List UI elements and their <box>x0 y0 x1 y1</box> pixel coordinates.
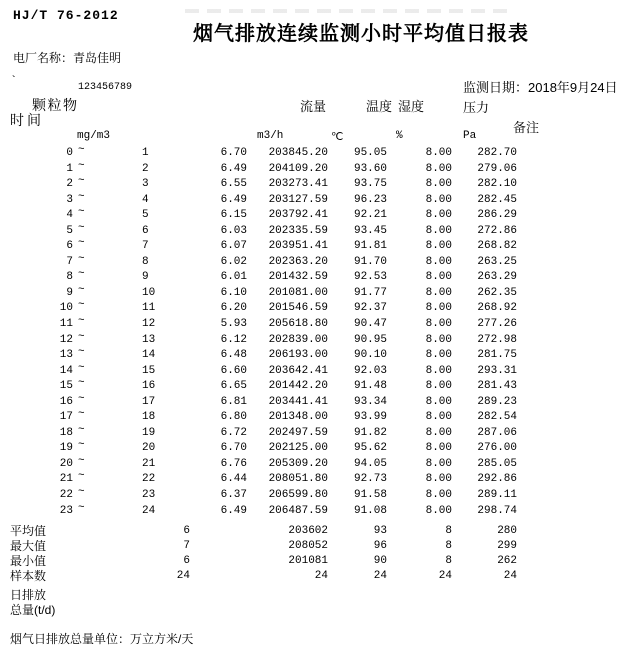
flow-cell: 202125.00 <box>268 442 328 455</box>
unit-pressure: Pa <box>463 130 477 142</box>
hour-start-cell: 8 <box>66 271 73 284</box>
humidity-cell: 8.00 <box>425 286 452 299</box>
summary-row <box>0 539 618 554</box>
humidity-cell: 8.00 <box>425 240 452 253</box>
tilde-separator: ~ <box>78 221 85 234</box>
particulate-cell: 6.01 <box>220 271 247 284</box>
column-header-humidity: 湿度 <box>398 99 425 114</box>
tilde-separator: ~ <box>78 190 85 203</box>
report-title: 烟气排放连续监测小时平均值日报表 <box>193 23 529 45</box>
hour-end-cell: 6 <box>142 224 149 237</box>
summary-row-label: 平均值 <box>10 524 47 538</box>
particulate-cell: 6.07 <box>220 240 247 253</box>
unit-particulate: mg/m3 <box>77 130 111 142</box>
pressure-cell: 286.29 <box>477 209 517 222</box>
table-row <box>0 221 618 240</box>
humidity-cell: 8.00 <box>425 395 452 408</box>
summary-flow-cell: 203602 <box>288 525 328 537</box>
standard-number: HJ/T 76-2012 <box>13 8 119 23</box>
column-header-remark: 备注 <box>513 120 540 135</box>
hour-end-cell: 12 <box>142 318 156 331</box>
flow-cell: 205618.80 <box>268 318 328 331</box>
hour-end-cell: 13 <box>142 333 156 346</box>
particulate-cell: 6.03 <box>220 224 247 237</box>
temperature-cell: 90.10 <box>353 349 387 362</box>
particulate-cell: 6.12 <box>220 333 247 346</box>
table-row <box>0 190 618 209</box>
tilde-separator: ~ <box>78 206 85 219</box>
summary-temperature-cell: 90 <box>373 555 387 567</box>
particulate-cell: 6.48 <box>220 349 247 362</box>
footer-note: 烟气日排放总量单位：万立方米/天 <box>10 632 194 646</box>
pressure-cell: 272.86 <box>477 224 517 237</box>
data-rows <box>0 146 618 519</box>
particulate-cell: 6.60 <box>220 364 247 377</box>
hour-start-cell: 4 <box>66 209 73 222</box>
hour-end-cell: 2 <box>142 162 149 175</box>
table-row <box>0 301 618 317</box>
table-row <box>0 159 618 178</box>
hour-end-cell: 23 <box>142 489 156 502</box>
hour-end-cell: 15 <box>142 364 156 377</box>
summary-row <box>0 569 618 584</box>
temperature-cell: 95.62 <box>353 442 387 455</box>
tilde-separator: ~ <box>78 361 85 374</box>
pressure-cell: 287.06 <box>477 426 517 439</box>
summary-pressure-cell: 280 <box>497 525 517 537</box>
summary-row <box>0 524 618 539</box>
table-row <box>0 177 618 193</box>
hour-end-cell: 10 <box>142 286 156 299</box>
table-row <box>0 441 618 457</box>
hour-end-cell: 16 <box>142 380 156 393</box>
hour-start-cell: 21 <box>59 473 73 486</box>
summary-row <box>0 554 618 569</box>
unit-temperature: ℃ <box>331 132 344 144</box>
humidity-cell: 8.00 <box>425 380 452 393</box>
tilde-separator: ~ <box>78 486 85 499</box>
humidity-cell: 8.00 <box>425 489 452 502</box>
hour-start-cell: 15 <box>59 380 73 393</box>
temperature-cell: 92.73 <box>353 473 387 486</box>
hour-start-cell: 3 <box>66 193 73 206</box>
summary-humidity-cell: 8 <box>445 555 452 567</box>
temperature-cell: 91.08 <box>353 504 387 517</box>
humidity-cell: 8.00 <box>425 364 452 377</box>
particulate-cell: 6.70 <box>220 147 247 159</box>
temperature-cell: 91.48 <box>353 380 387 393</box>
hour-start-cell: 23 <box>59 504 73 517</box>
pressure-cell: 268.82 <box>477 240 517 253</box>
temperature-cell: 92.03 <box>353 364 387 377</box>
table-row <box>0 348 618 364</box>
monitor-date-value: 2018年9月24日 <box>528 80 618 95</box>
table-row <box>0 270 618 286</box>
table-row <box>0 410 618 426</box>
tilde-separator: ~ <box>78 377 85 390</box>
hour-end-cell: 18 <box>142 411 156 424</box>
hour-end-cell: 1 <box>142 147 149 159</box>
hour-start-cell: 22 <box>59 489 73 502</box>
pressure-cell: 262.35 <box>477 286 517 299</box>
particulate-cell: 6.02 <box>220 255 247 268</box>
temperature-cell: 92.21 <box>353 209 387 222</box>
particulate-cell: 6.49 <box>220 193 247 206</box>
flow-cell: 203845.20 <box>268 147 328 159</box>
particulate-cell: 6.72 <box>220 426 247 439</box>
tilde-separator: ~ <box>78 283 85 296</box>
pressure-cell: 279.06 <box>477 162 517 175</box>
summary-flow-cell: 208052 <box>288 540 328 552</box>
tilde-separator: ~ <box>78 299 85 312</box>
humidity-cell: 8.00 <box>425 162 452 175</box>
flow-cell: 203642.41 <box>268 364 328 377</box>
hour-end-cell: 19 <box>142 426 156 439</box>
temperature-cell: 95.05 <box>353 147 387 159</box>
hour-start-cell: 17 <box>59 411 73 424</box>
humidity-cell: 8.00 <box>425 193 452 206</box>
summary-row-label: 最小值 <box>10 554 47 568</box>
column-header-time: 时间 <box>10 112 44 128</box>
tilde-separator: ~ <box>78 501 85 514</box>
humidity-cell: 8.00 <box>425 426 452 439</box>
table-row <box>0 488 618 504</box>
temperature-cell: 91.58 <box>353 489 387 502</box>
pressure-cell: 282.54 <box>477 411 517 424</box>
humidity-cell: 8.00 <box>425 224 452 237</box>
particulate-cell: 6.55 <box>220 178 247 191</box>
tick-mark: ` <box>10 74 18 88</box>
summary-humidity-cell: 24 <box>438 570 452 582</box>
flow-cell: 203273.41 <box>268 178 328 191</box>
serial-number: 123456789 <box>78 82 133 93</box>
pressure-cell: 276.00 <box>477 442 517 455</box>
pressure-cell: 298.74 <box>477 504 517 517</box>
flow-cell: 202363.20 <box>268 255 328 268</box>
pressure-cell: 292.86 <box>477 473 517 486</box>
particulate-cell: 6.80 <box>220 411 247 424</box>
summary-temperature-cell: 96 <box>373 540 387 552</box>
flow-cell: 203441.41 <box>268 395 328 408</box>
summary-row-label: 样本数 <box>10 569 47 583</box>
tilde-separator: ~ <box>78 470 85 483</box>
hour-end-cell: 5 <box>142 209 149 222</box>
tilde-separator: ~ <box>78 454 85 467</box>
flow-cell: 203792.41 <box>268 209 328 222</box>
hour-start-cell: 11 <box>59 318 73 331</box>
temperature-cell: 93.34 <box>353 395 387 408</box>
hour-start-cell: 2 <box>66 178 73 191</box>
hour-end-cell: 24 <box>142 504 156 517</box>
pressure-cell: 281.43 <box>477 380 517 393</box>
hour-end-cell: 3 <box>142 178 149 191</box>
summary-pressure-cell: 262 <box>497 555 517 567</box>
humidity-cell: 8.00 <box>425 504 452 517</box>
temperature-cell: 93.75 <box>353 178 387 191</box>
humidity-cell: 8.00 <box>425 178 452 191</box>
summary-particulate-cell: 6 <box>183 525 190 537</box>
table-row <box>0 392 618 411</box>
temperature-cell: 96.23 <box>353 193 387 206</box>
humidity-cell: 8.00 <box>425 349 452 362</box>
table-row <box>0 252 618 271</box>
hour-end-cell: 21 <box>142 457 156 470</box>
particulate-cell: 5.93 <box>220 318 247 331</box>
hour-start-cell: 9 <box>66 286 73 299</box>
pressure-cell: 263.29 <box>477 271 517 284</box>
unit-humidity: % <box>396 130 403 142</box>
summary-particulate-cell: 6 <box>183 555 190 567</box>
hour-end-cell: 20 <box>142 442 156 455</box>
temperature-cell: 94.05 <box>353 457 387 470</box>
tilde-separator: ~ <box>78 330 85 343</box>
daily-emission-label-line1: 日排放 <box>10 588 47 602</box>
particulate-cell: 6.81 <box>220 395 247 408</box>
particulate-cell: 6.44 <box>220 473 247 486</box>
particulate-cell: 6.37 <box>220 489 247 502</box>
particulate-cell: 6.20 <box>220 302 247 315</box>
particulate-cell: 6.49 <box>220 504 247 517</box>
hour-end-cell: 11 <box>142 302 156 315</box>
flow-cell: 205309.20 <box>268 457 328 470</box>
table-row <box>0 330 618 349</box>
pressure-cell: 285.05 <box>477 457 517 470</box>
tilde-separator: ~ <box>78 315 85 328</box>
humidity-cell: 8.00 <box>425 442 452 455</box>
pressure-cell: 268.92 <box>477 302 517 315</box>
temperature-cell: 91.77 <box>353 286 387 299</box>
pressure-cell: 277.26 <box>477 318 517 331</box>
hour-end-cell: 22 <box>142 473 156 486</box>
pressure-cell: 282.70 <box>477 147 517 159</box>
humidity-cell: 8.00 <box>425 302 452 315</box>
temperature-cell: 93.99 <box>353 411 387 424</box>
monitor-date <box>463 77 618 96</box>
particulate-cell: 6.10 <box>220 286 247 299</box>
hour-end-cell: 9 <box>142 271 149 284</box>
pressure-cell: 293.31 <box>477 364 517 377</box>
flow-cell: 202839.00 <box>268 333 328 346</box>
hour-start-cell: 20 <box>59 457 73 470</box>
temperature-cell: 93.45 <box>353 224 387 237</box>
particulate-cell: 6.15 <box>220 209 247 222</box>
humidity-cell: 8.00 <box>425 147 452 159</box>
temperature-cell: 92.53 <box>353 271 387 284</box>
flow-cell: 208051.80 <box>268 473 328 486</box>
humidity-cell: 8.00 <box>425 209 452 222</box>
tilde-separator: ~ <box>78 268 85 281</box>
humidity-cell: 8.00 <box>425 411 452 424</box>
table-row <box>0 423 618 442</box>
monitor-date-label: 监测日期： <box>463 80 529 95</box>
humidity-cell: 8.00 <box>425 457 452 470</box>
temperature-cell: 91.70 <box>353 255 387 268</box>
hour-start-cell: 12 <box>59 333 73 346</box>
flow-cell: 203127.59 <box>268 193 328 206</box>
column-header-temperature: 温度 <box>366 99 393 114</box>
column-header-flow: 流量 <box>300 99 327 114</box>
summary-pressure-cell: 24 <box>503 570 517 582</box>
flow-cell: 206193.00 <box>268 349 328 362</box>
pressure-cell: 289.23 <box>477 395 517 408</box>
flow-cell: 203951.41 <box>268 240 328 253</box>
flow-cell: 201546.59 <box>268 302 328 315</box>
flow-cell: 201432.59 <box>268 271 328 284</box>
temperature-cell: 92.37 <box>353 302 387 315</box>
humidity-cell: 8.00 <box>425 255 452 268</box>
column-header-particulate: 颗粒物 <box>32 97 79 113</box>
humidity-cell: 8.00 <box>425 318 452 331</box>
pressure-cell: 272.98 <box>477 333 517 346</box>
hour-end-cell: 17 <box>142 395 156 408</box>
table-row <box>0 472 618 488</box>
humidity-cell: 8.00 <box>425 271 452 284</box>
pressure-cell: 282.45 <box>477 193 517 206</box>
tilde-separator: ~ <box>78 237 85 250</box>
summary-temperature-cell: 24 <box>373 570 387 582</box>
tilde-separator: ~ <box>78 175 85 188</box>
temperature-cell: 93.60 <box>353 162 387 175</box>
tilde-separator: ~ <box>78 423 85 436</box>
hour-start-cell: 16 <box>59 395 73 408</box>
summary-humidity-cell: 8 <box>445 540 452 552</box>
flow-cell: 206487.59 <box>268 504 328 517</box>
table-row <box>0 317 618 333</box>
hour-start-cell: 18 <box>59 426 73 439</box>
particulate-cell: 6.49 <box>220 162 247 175</box>
table-row <box>0 379 618 395</box>
flow-cell: 204109.20 <box>268 162 328 175</box>
flow-cell: 206599.80 <box>268 489 328 502</box>
table-row <box>0 239 618 255</box>
hour-start-cell: 1 <box>66 162 73 175</box>
tilde-separator: ~ <box>78 252 85 265</box>
daily-emission-label-line2: 总量(t/d) <box>10 603 56 617</box>
summary-pressure-cell: 299 <box>497 540 517 552</box>
hour-start-cell: 5 <box>66 224 73 237</box>
temperature-cell: 90.47 <box>353 318 387 331</box>
hour-end-cell: 14 <box>142 349 156 362</box>
hour-end-cell: 4 <box>142 193 149 206</box>
pressure-cell: 281.75 <box>477 349 517 362</box>
hour-start-cell: 13 <box>59 349 73 362</box>
pressure-cell: 282.10 <box>477 178 517 191</box>
column-header-pressure: 压力 <box>463 100 490 115</box>
tilde-separator: ~ <box>78 408 85 421</box>
plant-name: 电厂名称：青岛佳明 <box>13 51 122 65</box>
summary-row-label: 最大值 <box>10 539 47 553</box>
summary-rows <box>0 524 618 584</box>
table-row <box>0 283 618 302</box>
table-row <box>0 146 618 162</box>
particulate-cell: 6.65 <box>220 380 247 393</box>
humidity-cell: 8.00 <box>425 333 452 346</box>
hour-end-cell: 7 <box>142 240 149 253</box>
tilde-separator: ~ <box>78 144 85 156</box>
temperature-cell: 91.81 <box>353 240 387 253</box>
pressure-cell: 263.25 <box>477 255 517 268</box>
flow-cell: 201081.00 <box>268 286 328 299</box>
scan-artifact <box>185 9 515 13</box>
summary-temperature-cell: 93 <box>373 525 387 537</box>
hour-end-cell: 8 <box>142 255 149 268</box>
table-row <box>0 208 618 224</box>
tilde-separator: ~ <box>78 439 85 452</box>
tilde-separator: ~ <box>78 392 85 405</box>
particulate-cell: 6.70 <box>220 442 247 455</box>
unit-flow: m3/h <box>257 130 284 142</box>
hour-start-cell: 10 <box>59 302 73 315</box>
temperature-cell: 90.95 <box>353 333 387 346</box>
table-row <box>0 501 618 520</box>
particulate-cell: 6.76 <box>220 457 247 470</box>
hour-start-cell: 19 <box>59 442 73 455</box>
hour-start-cell: 14 <box>59 364 73 377</box>
tilde-separator: ~ <box>78 346 85 359</box>
humidity-cell: 8.00 <box>425 473 452 486</box>
flow-cell: 201348.00 <box>268 411 328 424</box>
flow-cell: 201442.20 <box>268 380 328 393</box>
table-row <box>0 454 618 473</box>
table-row <box>0 361 618 380</box>
flow-cell: 202497.59 <box>268 426 328 439</box>
summary-humidity-cell: 8 <box>445 525 452 537</box>
summary-particulate-cell: 7 <box>183 540 190 552</box>
hour-start-cell: 7 <box>66 255 73 268</box>
summary-flow-cell: 201081 <box>288 555 328 567</box>
summary-flow-cell: 24 <box>314 570 328 582</box>
temperature-cell: 91.82 <box>353 426 387 439</box>
summary-particulate-cell: 24 <box>176 570 190 582</box>
pressure-cell: 289.11 <box>477 489 517 502</box>
hour-start-cell: 6 <box>66 240 73 253</box>
hour-start-cell: 0 <box>66 147 73 159</box>
flow-cell: 202335.59 <box>268 224 328 237</box>
tilde-separator: ~ <box>78 159 85 172</box>
